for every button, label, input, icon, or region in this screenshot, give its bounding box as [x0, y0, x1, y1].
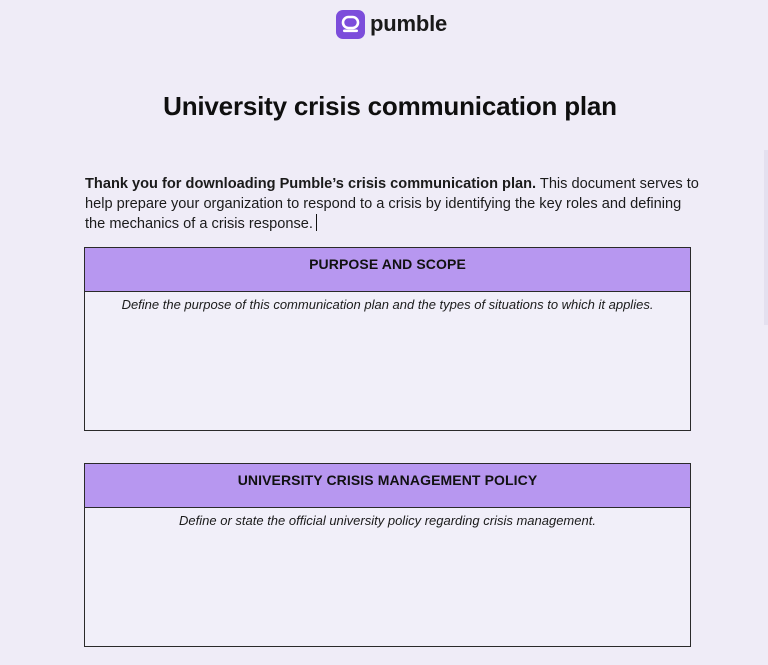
scroll-edge — [764, 150, 768, 325]
document-title: University crisis communication plan — [163, 91, 617, 121]
section-purpose-and-scope — [84, 247, 691, 431]
brand-name: pumble — [370, 11, 448, 36]
section-crisis-management-policy — [84, 463, 691, 647]
section-heading: UNIVERSITY CRISIS MANAGEMENT POLICY — [85, 464, 690, 508]
pumble-logo-icon — [336, 10, 365, 39]
intro-text: This document serves to help prepare your organization to respond to a crisis by identifying the key roles and defining the mechanics of a crisis response. — [85, 176, 699, 232]
intro-paragraph — [85, 174, 700, 234]
pumble-logo — [336, 9, 447, 39]
section-body[interactable]: Define or state the official university policy regarding crisis management. — [179, 513, 596, 528]
section-body[interactable]: Define the purpose of this communication plan and the types of situations to which it applies. — [121, 297, 654, 312]
text-cursor — [316, 214, 317, 231]
intro-bold-text: Thank you for downloading Pumble’s crisis communication plan. — [85, 176, 537, 192]
section-heading: PURPOSE AND SCOPE — [85, 248, 690, 292]
